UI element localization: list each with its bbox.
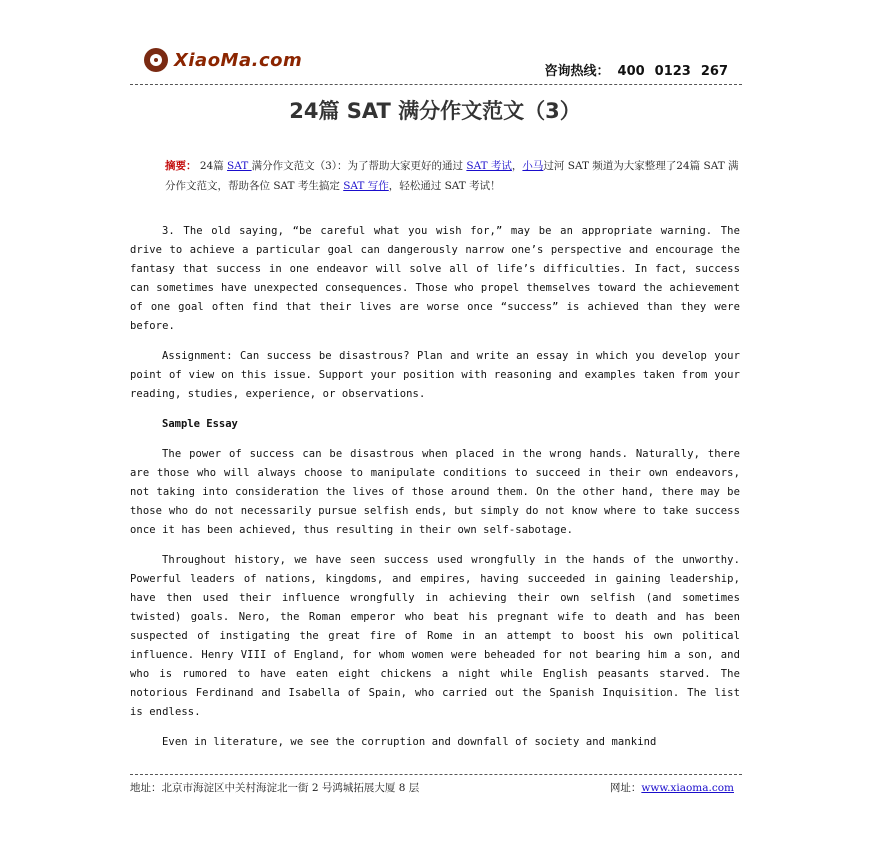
- abstract-text: ，: [511, 160, 523, 172]
- essay-paragraph: Throughout history, we have seen success used wrongfully in the hands of the unworthy. Powerful leaders of nations, kingdoms, and empires, having succeeded in gaining leadership, have then used their influence wrongfully in achieving their own selfish (and sometimes twisted) goals. Nero, the Roman emperor who beat his pregnant wife to death and has been suspected of instigating the great fire of Rome in an attempt to boost his own political influence. Henry VIII of England, for whom women were beheaded for not bearing him a son, and who is rumored to have eaten eight chickens a night while English peasants starved. The notorious Ferdinand and Isabella of Spain, who carried out the Spanish Inquisition. The list is endless.: [130, 554, 740, 718]
- essay-paragraph: The power of success can be disastrous when placed in the wrong hands. Naturally, there are those who will always choose to manipulate conditions to succeed in their own endeavors, not taking into consideration the lives of those around them. On the other hand, there may be those who do not necessarily pursue selfish ends, but simply do not know where to take success once it has been achieved, thus resulting in their own self-sabotage.: [130, 448, 740, 536]
- hotline-part: 400: [617, 64, 645, 79]
- hotline-part: 267: [700, 64, 728, 79]
- footer-address: 地址：北京市海淀区中关村海淀北一街 2 号鸿城拓展大厦 8 层: [130, 782, 420, 794]
- horse-logo-icon: [144, 48, 168, 72]
- sat-writing-link[interactable]: SAT 写作: [343, 180, 389, 192]
- essay-body: [130, 222, 740, 763]
- essay-paragraph: Even in literature, we see the corruption and downfall of society and mankind: [162, 736, 657, 748]
- page-header: [130, 40, 740, 86]
- header-divider: [130, 84, 742, 85]
- footer-divider: [130, 774, 742, 775]
- hotline: [545, 60, 728, 79]
- abstract: [165, 156, 740, 196]
- xiaoma-logo: [144, 48, 302, 72]
- sample-essay-heading: Sample Essay: [162, 418, 238, 430]
- sat-exam-link[interactable]: SAT 考试: [466, 160, 512, 172]
- site-label: 网址：: [609, 782, 642, 794]
- hotline-label: 咨询热线：: [544, 64, 610, 79]
- sat-link[interactable]: SAT: [227, 160, 252, 172]
- abstract-text: ，轻松通过 SAT 考试！: [388, 180, 501, 192]
- page-title: 24篇 SAT 满分作文范文（3）: [289, 99, 581, 123]
- hotline-part: 0123: [654, 64, 691, 79]
- site-link[interactable]: www.xiaoma.com: [641, 782, 734, 794]
- abstract-label: 摘要：: [165, 160, 197, 172]
- xiaoma-link[interactable]: 小马: [522, 160, 544, 172]
- prompt-paragraph: 3. The old saying, “be careful what you wish for,” may be an appropriate warning. The drive to achieve a particular goal can dangerously narrow one’s perspective and encourage the fantasy that success in one endeavor will solve all of life’s difficulties. In fact, success can sometimes have unexpected consequences. Those who propel themselves toward the achievement of one goal often find that their lives are worse once “success” is achieved than they were before.: [130, 225, 740, 332]
- abstract-text: 满分作文范文（3）：为了帮助大家更好的通过: [251, 160, 467, 172]
- abstract-text: 24篇: [199, 160, 228, 172]
- assignment-paragraph: Assignment: Can success be disastrous? Plan and write an essay in which you develop your point of view on this issue. Support your position with reasoning and examples taken from your reading, studies, experience, or observations.: [130, 350, 740, 400]
- abstract-text: 过河 SAT 频道为大家整理了24篇 SAT 满分作文范文，帮助各位 SAT 考生搞定: [165, 160, 739, 192]
- logo-text: XiaoMa.com: [174, 49, 303, 71]
- footer-site: [610, 780, 734, 795]
